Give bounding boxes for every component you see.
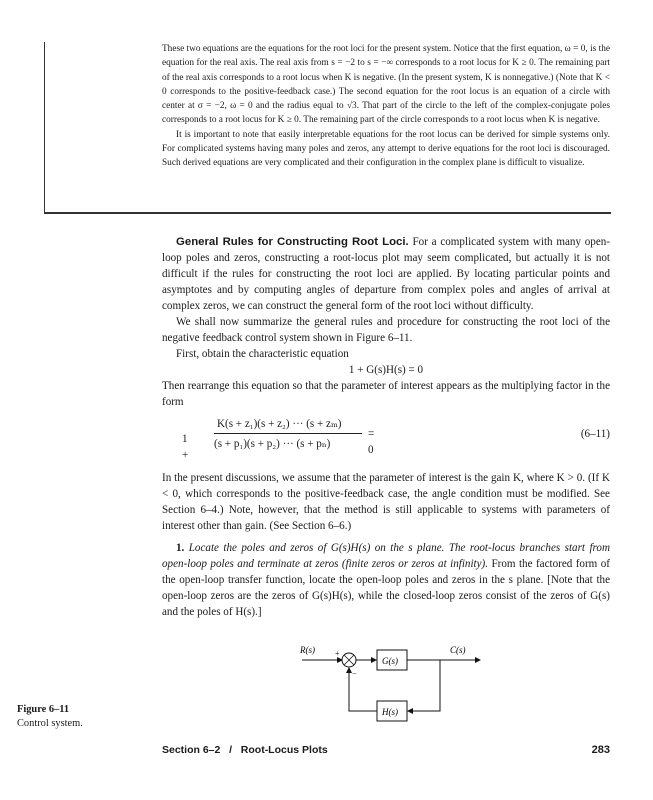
plus-sign: + bbox=[335, 649, 340, 658]
box-paragraph-2: It is important to note that easily interpretable equations for the root locus can be derived for simple systems only. For complicated systems having many poles and zeros, any attempt to derive equations for the root loci is discouraged. Such derived equations are very complicated and their configuration in the complex plane is difficult to visualize. bbox=[162, 129, 610, 169]
main-text bbox=[162, 234, 610, 620]
equation-rhs: = 0 bbox=[368, 428, 375, 456]
rule-1-title: Locate the poles and zeros of G(s)H(s) on the s plane. The root-locus branches start from open-loop poles and terminate at zeros (finite zeros or zeros at infinity). bbox=[162, 542, 610, 570]
paragraph-first: First, obtain the characteristic equation bbox=[176, 348, 349, 360]
footer-section: Section 6–2 / Root-Locus Plots bbox=[162, 744, 328, 756]
paragraph-rearrange: Then rearrange this equation so that the parameter of interest appears as the multiplying factor in the form bbox=[162, 380, 610, 408]
equation-6-11 bbox=[162, 412, 610, 464]
paragraph-gain: In the present discussions, we assume that the parameter of interest is the gain K, where K > 0. (If K < 0, which corresponds to the positive-feedback case, the angle condition must be modified. See Section 6–4.) Note, however, that the method is still applicable to systems with parameters of interest other than gain. (See Section 6–6.) bbox=[162, 472, 610, 532]
intro-text: For a complicated system with many open-loop poles and zeros, constructing a root-locus plot may seem complicated, but actually it is not difficult if the rules for constructing the root loci are applied. By locating particular points and asymptotes and by computing angles of departure from complex poles and angles of arrival at complex zeros, we can construct the general form of the root loci without difficulty. bbox=[162, 236, 610, 312]
input-label: R(s) bbox=[300, 645, 315, 655]
minus-sign: − bbox=[352, 669, 357, 678]
output-label: C(s) bbox=[450, 645, 466, 655]
rule-1-number: 1. bbox=[176, 542, 185, 554]
equation-number: (6–11) bbox=[580, 428, 610, 440]
section-heading: General Rules for Constructing Root Loci. bbox=[176, 236, 409, 248]
equation-denominator: (s + p₁)(s + p₂) ··· (s + pₙ) bbox=[214, 438, 331, 450]
figure-caption-text: Control system. bbox=[17, 718, 83, 729]
forward-block-label: G(s) bbox=[382, 656, 398, 666]
box-paragraph-1: These two equations are the equations for the root loci for the present system. Notice that the first equation, ω = 0, is the equation for the real axis. The real axis from s = −2 to s = −∞ corresponds to a root locus for K ≥ 0. The remaining part of the real axis corresponds to a root locus when K is negative. (In the present system, K is nonnegative.) (Note that K < 0 corresponds to the positive-feedback case.) The second equation for the root locus is an equation of a circle with center at σ = −2, ω = 0 and the radius equal to √3. That part of the circle to the left of the complex-conjugate poles corresponds to a root locus for K ≥ 0. The remaining part of the circle corresponds to a root locus when K is negative. bbox=[162, 44, 610, 126]
example-box-text bbox=[162, 42, 610, 171]
intro-paragraph bbox=[162, 234, 610, 314]
control-system-diagram bbox=[290, 640, 490, 740]
fraction-bar bbox=[214, 433, 362, 434]
feedback-block-label: H(s) bbox=[382, 707, 398, 717]
box-bottom-rule bbox=[44, 212, 611, 214]
rule-1-body: From the factored form of the open-loop transfer function, locate the open-loop poles and zeros in the s plane. [Note that the open-loop zeros are the zeros of G(s)H(s), while the closed-loop zeros consist of the zeros of G(s) and the poles of H(s).] bbox=[162, 558, 610, 618]
characteristic-equation: 1 + G(s)H(s) = 0 bbox=[348, 364, 424, 376]
figure-caption-title: Figure 6–11 bbox=[17, 704, 70, 715]
box-left-rule bbox=[44, 42, 45, 214]
page-footer bbox=[162, 744, 610, 756]
feedback-path bbox=[408, 660, 440, 711]
page-number: 283 bbox=[591, 744, 610, 756]
equation-one-plus: 1 + bbox=[182, 433, 189, 461]
rule-1 bbox=[162, 540, 610, 620]
equation-numerator: K(s + z₁)(s + z₂) ··· (s + zₘ) bbox=[217, 418, 342, 430]
figure-caption bbox=[17, 703, 83, 731]
paragraph-summary: We shall now summarize the general rules and procedure for constructing the root loci of the negative feedback control system shown in Figure 6–11. bbox=[162, 316, 610, 344]
